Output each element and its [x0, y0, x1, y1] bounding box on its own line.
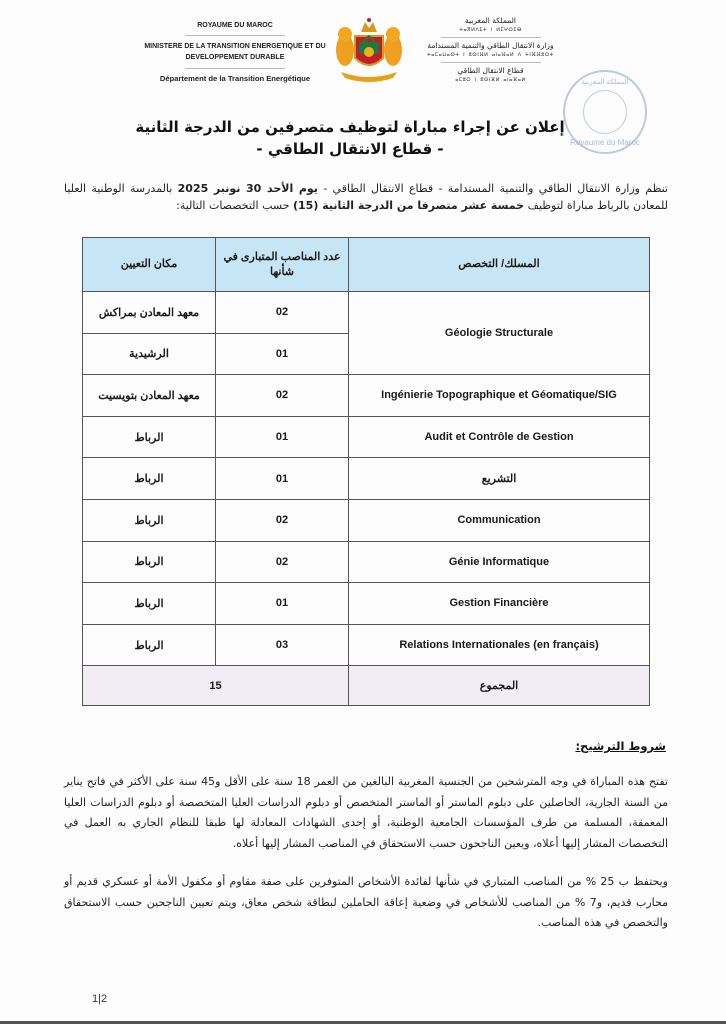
- table-header-row: [83, 238, 650, 292]
- conditions-title: شروط الترشيح:: [575, 739, 666, 753]
- coat-of-arms-icon: [331, 14, 407, 84]
- conditions-paragraph-1: تفتح هذه المباراة في وجه المترشحين من الجنسية المغربية البالغين من العمر 18 سنة على الأقل و45 سنة على الأكثر في فاتح يناير من السنة الجارية، الحاصلين على دبلوم الماستر أو الماستر المتخصص أو دبلوم الدراسات العليا المتخصصة أو دبلوم الدراسات العليا المعمقة، المسلمة من طرف المؤسسات الجامعية الوطنية، أو إحدى الشهادات المعادلة لها طبقا للنظام الجاري به العمل في التخصصات المشار إليها أعلاه، ويعين الناجحون حسب الاستحقاق في المناصب المشار إليها أعلاه.: [64, 775, 668, 850]
- cell-positions: 02: [216, 499, 349, 541]
- table-row: [83, 292, 650, 334]
- intro-part1: تنظم وزارة الانتقال الطاقي والتنمية المستدامة - قطاع الانتقال الطاقي -: [317, 182, 668, 195]
- sector-name-tifinagh: ⴰⵎⵓⵔ ⵏ ⵓⵙⵏⴼⵍ ⴰⵏⴰⴼⴰⵍ: [455, 77, 526, 83]
- page-number: 1|2: [92, 993, 108, 1005]
- cell-specialty: Audit et Contrôle de Gestion: [349, 416, 650, 458]
- title-line2: - قطاع الانتقال الطاقي -: [256, 140, 444, 158]
- cell-positions: 02: [216, 375, 349, 417]
- cell-location: الرشيدية: [83, 333, 216, 375]
- country-name-fr: ROYAUME DU MAROC: [197, 22, 273, 29]
- cell-location: الرباط: [83, 624, 216, 666]
- conditions-paragraph-2: ويحتفظ ب 25 % من المناصب المتباري في شأنها لفائدة الأشخاص المتوفرين على صفة مقاوم أو مكفول الأمة أو عسكري قديم أو محارب قديم، و7 % من المناصب للأشخاص في وضعية إعاقة الحاملين لبطاقة شخص معاق، ويتم تعيين الناجحين حسب الاستحقاق والتخصص في هذه المناصب.: [64, 875, 668, 929]
- intro-part3: حسب التخصصات التالية:: [176, 199, 293, 212]
- cell-location: معهد المعادن بتويسيت: [83, 375, 216, 417]
- cell-specialty: التشريع: [349, 458, 650, 500]
- ministry-name-fr-line1: MINISTERE DE LA TRANSITION ENERGETIQUE ET DU: [144, 43, 326, 50]
- divider: [441, 37, 541, 38]
- column-header-location: مكان التعيين: [83, 238, 216, 292]
- cell-positions: 02: [216, 292, 349, 334]
- cell-specialty: Géologie Structurale: [349, 292, 650, 375]
- cell-specialty: Communication: [349, 499, 650, 541]
- table-row: [83, 375, 650, 417]
- cell-positions: 01: [216, 583, 349, 625]
- page-title: [120, 116, 580, 160]
- cell-specialty: Gestion Financière: [349, 583, 650, 625]
- column-header-positions: عدد المناصب المتبارى في شأنها: [216, 238, 349, 292]
- positions-table: [82, 237, 650, 706]
- department-name-fr: Département de la Transition Energétique: [159, 74, 311, 83]
- cell-positions: 01: [216, 458, 349, 500]
- ministry-name-fr-line2: DEVELOPPEMENT DURABLE: [185, 54, 285, 61]
- divider: [185, 35, 285, 36]
- table-row: [83, 458, 650, 500]
- positions-count: خمسة عشر متصرفا من الدرجة الثانية (15): [293, 199, 525, 212]
- title-line1: إعلان عن إجراء مباراة لتوظيف متصرفين من الدرجة الثانية: [135, 118, 565, 136]
- cell-location: الرباط: [83, 499, 216, 541]
- cell-location: معهد المعادن بمراكش: [83, 292, 216, 334]
- stamp-inner-circle: [583, 90, 627, 134]
- table-total-row: [83, 666, 650, 706]
- table-row: [83, 624, 650, 666]
- table-row: [83, 416, 650, 458]
- header-left-french: [130, 22, 340, 83]
- cell-positions: 01: [216, 333, 349, 375]
- cell-specialty: Génie Informatique: [349, 541, 650, 583]
- cell-location: الرباط: [83, 416, 216, 458]
- cell-positions: 02: [216, 541, 349, 583]
- cell-positions: 01: [216, 416, 349, 458]
- cell-specialty: Relations Internationales (en français): [349, 624, 650, 666]
- table-row: [83, 541, 650, 583]
- cell-location: الرباط: [83, 583, 216, 625]
- cell-location: الرباط: [83, 541, 216, 583]
- exam-date: يوم الأحد 30 نونبر 2025: [177, 182, 318, 195]
- divider: [441, 62, 541, 63]
- intro-paragraph: [64, 180, 668, 214]
- cell-specialty: Ingénierie Topographique et Géomatique/SIG: [349, 375, 650, 417]
- divider: [185, 68, 285, 69]
- country-name-ar: المملكة المغربية: [465, 16, 516, 25]
- ministry-name-ar: وزارة الانتقال الطاقي والتنمية المستدامة: [427, 41, 554, 50]
- ministry-name-tifinagh: ⵜⴰⵎⴰⵡⴰⵙⵜ ⵏ ⵓⵙⵏⴼⵍ ⴰⵏⴰⴼⴰⵍ ⴷ ⵜⵏⴼⴼⵓⵔⵜ: [426, 52, 555, 58]
- total-label: المجموع: [349, 666, 650, 706]
- stamp-bottom-text: Royaume du Maroc: [570, 138, 640, 147]
- cell-location: الرباط: [83, 458, 216, 500]
- cell-positions: 03: [216, 624, 349, 666]
- stamp-top-text: المملكة المغربية: [581, 79, 629, 86]
- total-value: 15: [83, 666, 349, 706]
- intro-part2: بالمدرسة الوطنية العليا للمعادن بالرباط مباراة لتوظيف: [64, 182, 668, 212]
- table-row: [83, 583, 650, 625]
- table-row: [83, 499, 650, 541]
- column-header-specialty: المسلك/ التخصص: [349, 238, 650, 292]
- header-right-arabic: [418, 16, 563, 84]
- country-name-tifinagh: ⵜⴰⴳⵍⴷⵉⵜ ⵏ ⵍⵎⵖⵔⵉⴱ: [459, 27, 522, 33]
- sector-name-ar: قطاع الانتقال الطاقي: [457, 66, 524, 75]
